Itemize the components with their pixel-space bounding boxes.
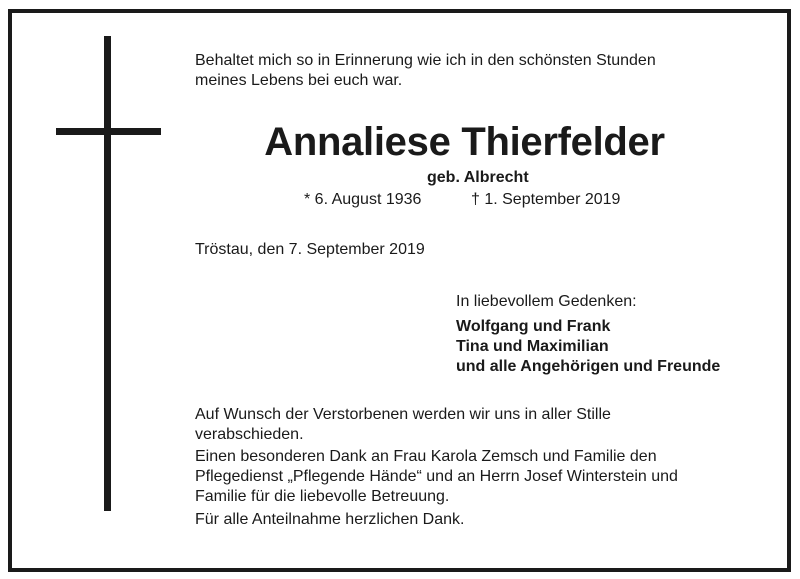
birth-date: * 6. August 1936 (304, 191, 422, 208)
mourners-list: Wolfgang und Frank Tina und Maximilian und alle Angehörigen und Freunde (456, 318, 721, 375)
memory-intro: In liebevollem Gedenken: (456, 293, 637, 310)
closing-note: Für alle Anteilnahme herzlichen Dank. (195, 511, 465, 528)
motto-text: Behaltet mich so in Erinnerung wie ich in den schönsten Stunden meines Lebens bei euch war. (195, 52, 656, 89)
cross-vertical-bar (104, 36, 111, 511)
farewell-note: Auf Wunsch der Verstorbenen werden wir uns in aller Stille verabschieden. (195, 406, 611, 443)
deceased-name: Annaliese Thierfelder (264, 120, 665, 164)
thanks-note: Einen besonderen Dank an Frau Karola Zemsch und Familie den Pflegedienst „Pflegende Hände“ und an Herrn Josef Winterstein und Familie für die liebevolle Betreuung. (195, 448, 678, 505)
death-date: † 1. September 2019 (471, 191, 621, 208)
cross-horizontal-bar (56, 128, 161, 135)
maiden-name: geb. Albrecht (427, 169, 529, 186)
place-date: Tröstau, den 7. September 2019 (195, 241, 425, 258)
